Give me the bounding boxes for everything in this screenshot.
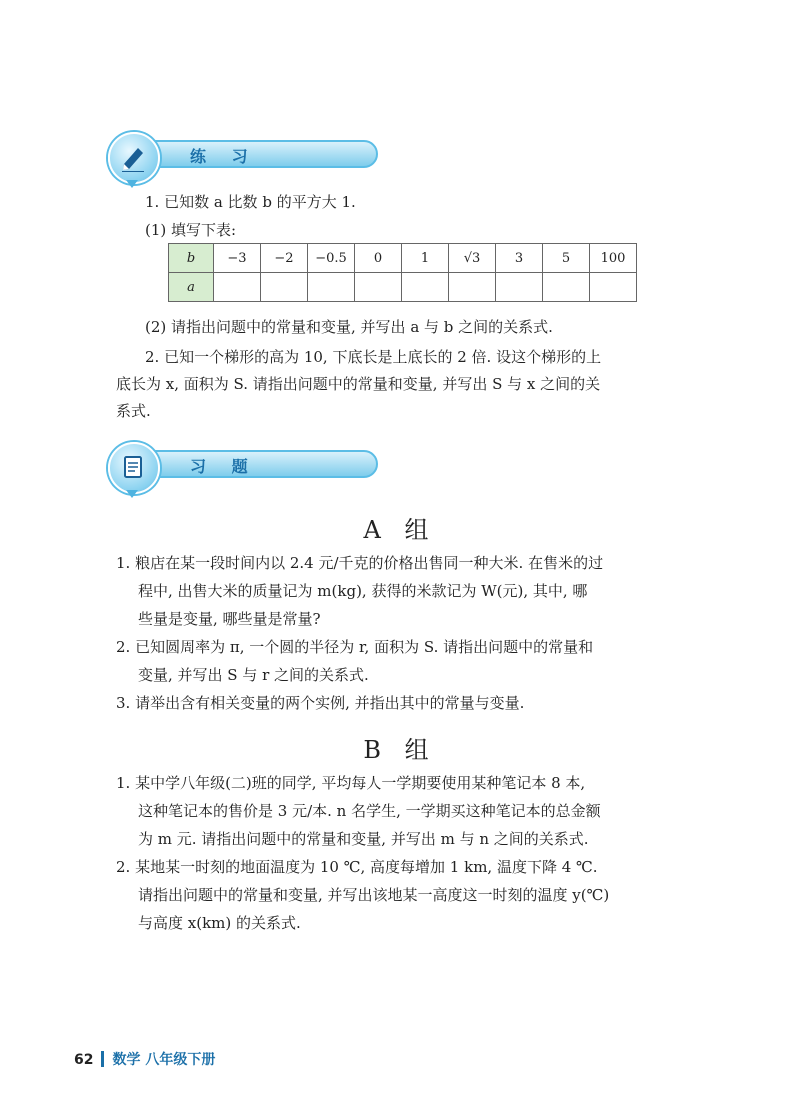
table-row-b [169,244,637,273]
b2-line2: 请指出问题中的常量和变量, 并写出该地某一高度这一时刻的温度 y(℃) [138,886,610,904]
table-cell-a [261,273,308,302]
table-cell-a [308,273,355,302]
practice-banner-pill [128,140,378,168]
b1-line2: 这种笔记本的售价是 3 元/本. n 名学生, 一学期买这种笔记本的总金额 [138,802,601,820]
group-a-title: A 组 [363,516,437,544]
table-cell-a [590,273,637,302]
q1-part1: (1) 填写下表: [145,221,237,239]
table-cell-a [214,273,261,302]
table-cell-b: 100 [590,244,637,273]
q2-line2: 底长为 x, 面积为 S. 请指出问题中的常量和变量, 并写出 S 与 x 之间的关 [116,375,601,393]
table-cell-a [543,273,590,302]
table-cell-a [355,273,402,302]
table-cell-b: 3 [496,244,543,273]
a1-line2: 程中, 出售大米的质量记为 m(kg), 获得的米款记为 W(元), 其中, 哪 [138,582,588,600]
banner-pointer [126,180,138,188]
table-cell-b: 1 [402,244,449,273]
q1-intro: 1. 已知数 a 比数 b 的平方大 1. [145,193,356,211]
value-table [168,243,637,302]
b1-line1: 1. 某中学八年级(二)班的同学, 平均每人一学期要使用某种笔记本 8 本, [116,774,586,792]
a2-line1: 2. 已知圆周率为 π, 一个圆的半径为 r, 面积为 S. 请指出问题中的常量和 [116,638,594,656]
q2-line1: 2. 已知一个梯形的高为 10, 下底长是上底长的 2 倍. 设这个梯形的上 [145,348,602,366]
page-footer [74,1049,215,1069]
table-cell-b: 0 [355,244,402,273]
exercises-banner-label: 习 题 [190,457,258,476]
q1-part2: (2) 请指出问题中的常量和变量, 并写出 a 与 b 之间的关系式. [145,318,553,336]
group-b-title: B 组 [363,736,437,764]
notebook-icon [108,442,160,494]
book-title: 数学 八年级下册 [112,1052,216,1068]
b2-line3: 与高度 x(km) 的关系式. [138,914,301,932]
page-number: 62 [74,1052,94,1068]
table-cell-a [496,273,543,302]
a1-line3: 些量是变量, 哪些量是常量? [138,610,321,628]
table-cell-b: −0.5 [308,244,355,273]
a3-line1: 3. 请举出含有相关变量的两个实例, 并指出其中的常量与变量. [116,694,525,712]
table-cell-a [402,273,449,302]
b2-line1: 2. 某地某一时刻的地面温度为 10 ℃, 高度每增加 1 km, 温度下降 4 ℃. [116,858,598,876]
pencil-icon [108,132,160,184]
practice-banner-label: 练 习 [190,147,258,166]
q2-line3: 系式. [116,402,151,420]
table-cell-a [449,273,496,302]
table-header-b: b [169,244,214,273]
b1-line3: 为 m 元. 请指出问题中的常量和变量, 并写出 m 与 n 之间的关系式. [138,830,589,848]
table-row-a [169,273,637,302]
a1-line1: 1. 粮店在某一段时间内以 2.4 元/千克的价格出售同一种大米. 在售米的过 [116,554,604,572]
table-cell-b: 5 [543,244,590,273]
table-cell-b: −3 [214,244,261,273]
table-cell-b: −2 [261,244,308,273]
a2-line2: 变量, 并写出 S 与 r 之间的关系式. [138,666,369,684]
banner-pointer [126,490,138,498]
footer-divider [101,1051,104,1067]
table-header-a: a [169,273,214,302]
table-cell-b: √3 [449,244,496,273]
exercises-banner-pill [128,450,378,478]
